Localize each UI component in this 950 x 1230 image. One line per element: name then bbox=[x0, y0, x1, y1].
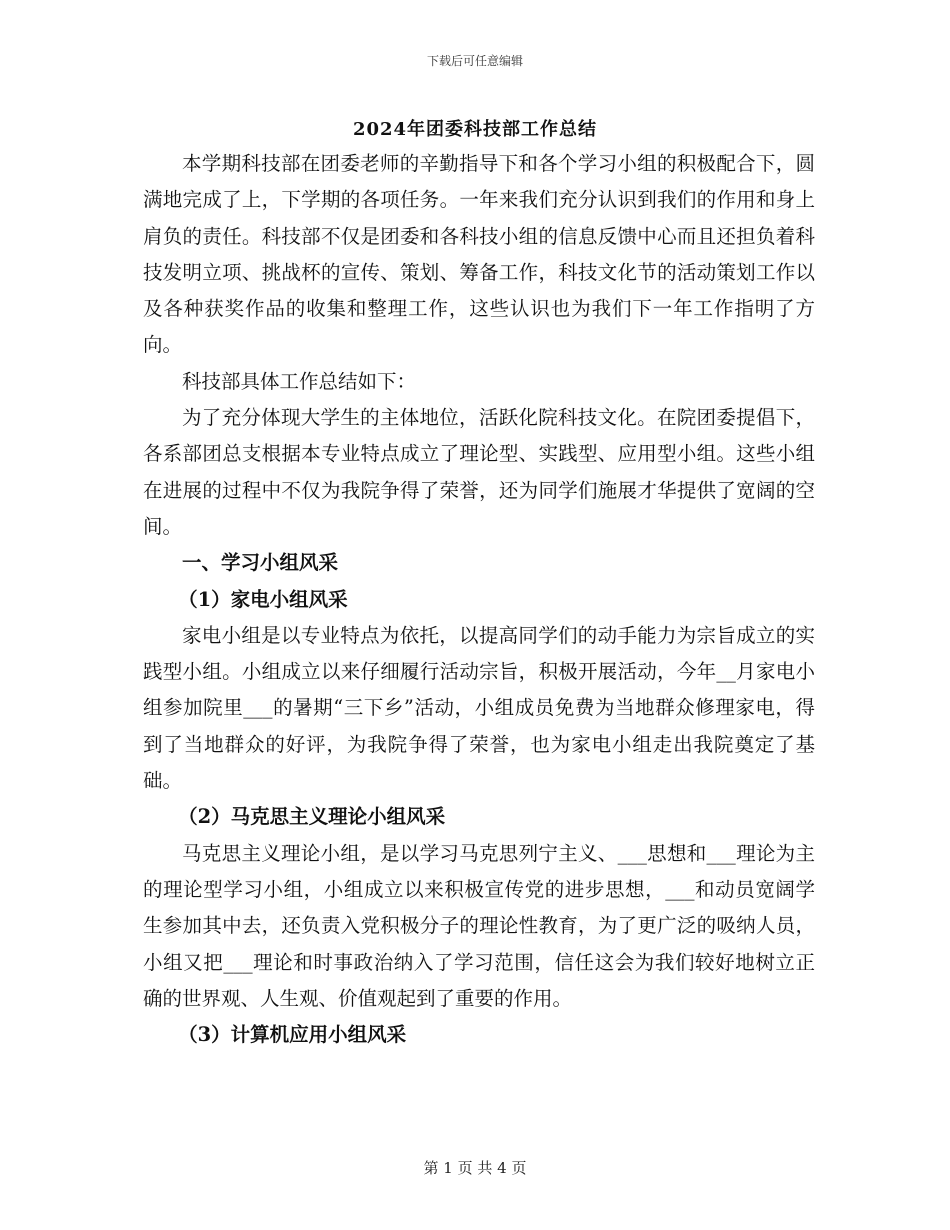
subheading-marxism-group: （2）马克思主义理论小组风采 bbox=[178, 805, 446, 829]
section-heading-study-groups: 一、学习小组风采 bbox=[182, 551, 339, 575]
subheading-appliance-group: （1）家电小组风采 bbox=[178, 587, 348, 611]
document-title: 2024年团委科技部工作总结 bbox=[352, 119, 598, 140]
summary-body-paragraph: 为了充分体现大学生的主体地位，活跃化院科技文化。在院团委提倡下，各系部团总支根据本专业特点成立了理论型、实践型、应用型小组。这些小组在进展的过程中不仅为我院争得了荣誉，还为同学们施展才华提供了宽阔的空间。 bbox=[143, 406, 815, 538]
document-body bbox=[143, 146, 815, 1053]
intro-paragraph: 本学期科技部在团委老师的辛勤指导下和各个学习小组的积极配合下，圆满地完成了上，下学期的各项任务。一年来我们充分认识到我们的作用和身上肩负的责任。科技部不仅是团委和各科技小组的信息反馈中心而且还担负着科技发明立项、挑战杯的宣传、策划、筹备工作，科技文化节的活动策划工作以及各种获奖作品的收集和整理工作，这些认识也为我们下一年工作指明了方向。 bbox=[143, 152, 815, 357]
summary-lead-paragraph: 科技部具体工作总结如下： bbox=[182, 369, 417, 393]
download-note: 下载后可任意编辑 bbox=[426, 54, 523, 68]
appliance-group-paragraph: 家电小组是以专业特点为依托，以提高同学们的动手能力为宗旨成立的实践型小组。小组成立以来仔细履行活动宗旨，积极开展活动，今年__月家电小组参加院里___的暑期“三下乡”活动，小组成员免费为当地群众修理家电，得到了当地群众的好评，为我院争得了荣誉，也为家电小组走出我院奠定了基础。 bbox=[143, 623, 815, 793]
marxism-group-paragraph: 马克思主义理论小组，是以学习马克思列宁主义、___思想和___理论为主的理论型学习小组，小组成立以来积极宣传党的进步思想，___和动员宽阔学生参加其中去，还负责入党积极分子的理论性教育，为了更广泛的吸纳人员，小组又把___理论和时事政治纳入了学习范围，信任这会为我们较好地树立正确的世界观、人生观、价值观起到了重要的作用。 bbox=[143, 841, 815, 1010]
page-number: 第 1 页 共 4 页 bbox=[423, 1159, 527, 1177]
subheading-computer-group: （3）计算机应用小组风采 bbox=[178, 1023, 407, 1047]
